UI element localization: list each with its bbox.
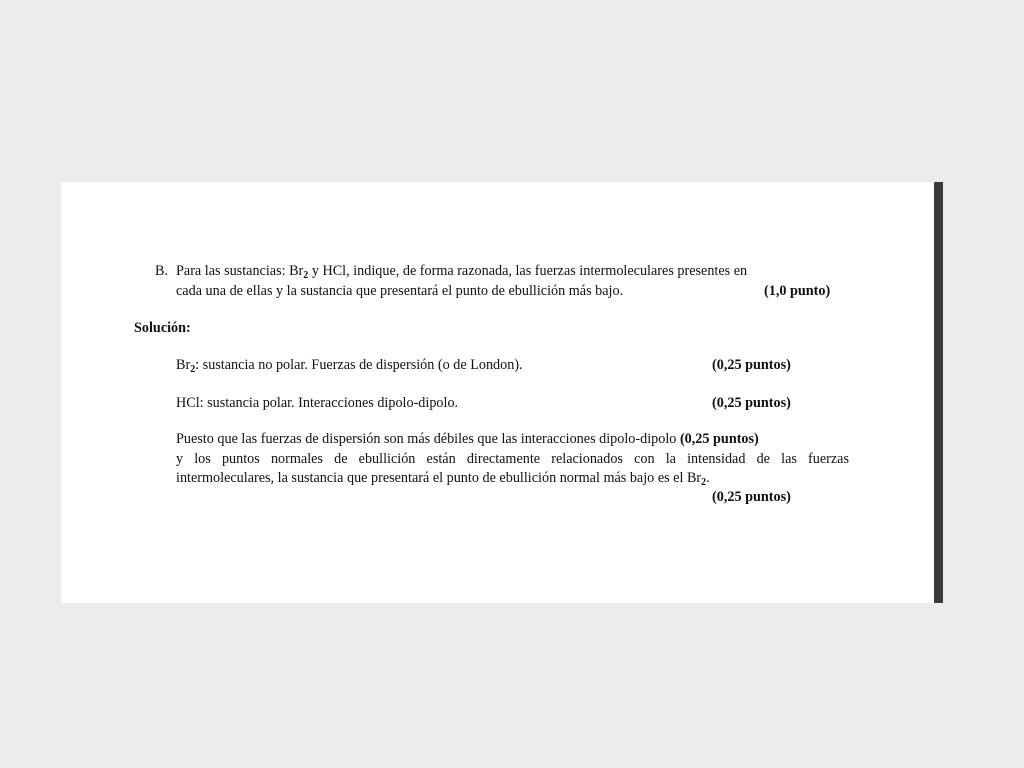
question-line-1-text: Para las sustancias: Br [176, 263, 304, 279]
solution-hcl-points: (0,25 puntos) [712, 395, 791, 411]
solution-br2-points: (0,25 puntos) [712, 357, 791, 373]
solution-br2-line [176, 357, 523, 373]
question-line-1 [176, 263, 747, 279]
solution-br2-text: : sustancia no polar. Fuerzas de dispersión (o de London). [195, 357, 523, 373]
question-br2-subscript: 2 [303, 270, 309, 281]
conclusion-points: (0,25 puntos) [712, 489, 791, 505]
conclusion-line-3-text: intermoleculares, la sustancia que presentará el punto de ebullición normal más bajo es el Br [176, 470, 702, 486]
solution-heading: Solución: [134, 320, 191, 336]
conclusion-line-3-tail: . [706, 470, 710, 486]
solution-hcl-line: HCl: sustancia polar. Interacciones dipolo-dipolo. [176, 395, 459, 411]
question-marker: B. [155, 263, 169, 279]
conclusion-line-1 [176, 431, 759, 447]
question-line-1-tail: y HCl, indique, de forma razonada, las fuerzas intermoleculares presentes en [308, 263, 748, 279]
conclusion-line-1-text: Puesto que las fuerzas de dispersión son más débiles que las interacciones dipolo-dipolo [176, 431, 677, 447]
document-page [61, 182, 934, 603]
solution-br2-subscript: 2 [190, 364, 196, 375]
conclusion-br2-subscript: 2 [701, 477, 707, 488]
page-edge-bar [934, 182, 943, 603]
conclusion-line-1-points: (0,25 puntos) [679, 431, 759, 447]
conclusion-line-2: y los puntos normales de ebullición están directamente relacionados con la intensidad de las fuerzas [176, 451, 849, 467]
question-line-2: cada una de ellas y la sustancia que presentará el punto de ebullición más bajo. [176, 283, 624, 299]
question-points: (1,0 punto) [764, 283, 831, 299]
solution-br2-name: Br [176, 357, 191, 373]
conclusion-line-3 [176, 470, 710, 486]
